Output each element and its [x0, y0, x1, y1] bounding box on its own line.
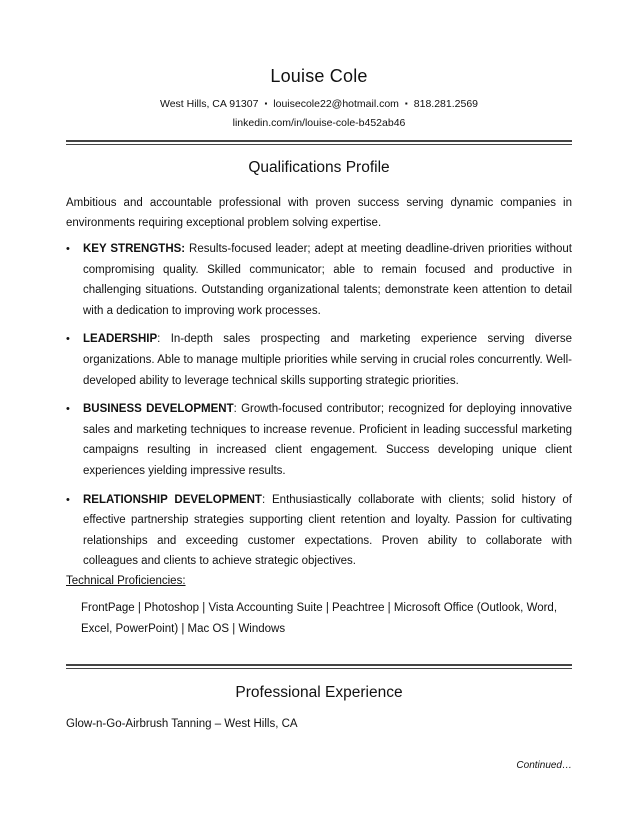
phone-number: 818.281.2569: [413, 98, 478, 110]
list-item: [66, 399, 572, 481]
technical-proficiencies-label: Technical Proficiencies:: [66, 575, 186, 587]
separator-icon: ▪: [404, 99, 408, 108]
item-text: Results-focused leader; adept at meeting deadline-driven priorities without compromising quality. Skilled communicator; able to remain focused and productive in challenging situations. Outstanding organizational talents; demonstrate keen attention to detail with a dedication to improving work processes.: [83, 243, 572, 317]
experience-title: Professional Experience: [235, 684, 403, 701]
candidate-name: Louise Cole: [270, 66, 368, 86]
job-employer-line: Glow-n-Go-Airbrush Tanning – West Hills, CA: [66, 718, 298, 730]
contact-line: [0, 98, 638, 110]
item-label: KEY STRENGTHS:: [83, 243, 186, 255]
bullet-icon: •: [66, 493, 70, 506]
continued-note: Continued…: [516, 760, 572, 771]
item-label: LEADERSHIP: [83, 333, 158, 346]
bullet-icon: •: [66, 403, 70, 416]
qualifications-summary: Ambitious and accountable professional with proven success serving dynamic companies in environments requiring exceptional problem solving expertise.: [66, 197, 572, 229]
qualifications-list: [66, 239, 572, 580]
item-label: BUSINESS DEVELOPMENT: [83, 403, 234, 416]
linkedin-link[interactable]: linkedin.com/in/louise-cole-b452ab46: [232, 117, 406, 129]
bullet-icon: •: [66, 333, 70, 346]
technical-proficiencies-list: FrontPage | Photoshop | Vista Accounting Suite | Peachtree | Microsoft Office (Outlook, Word, Excel, PowerPoint) | Mac OS | Windows: [81, 602, 558, 635]
item-text: : Enthusiastically collaborate with clients; solid history of effective partnership strategies supporting client retention and loyalty. Passion for cultivating relationships and exceeding customer expectations. Proven ability to collaborate with colleagues and clients to achieve strategic objectives.: [83, 493, 572, 568]
item-label: RELATIONSHIP DEVELOPMENT: [83, 493, 262, 506]
section-divider: [66, 664, 572, 666]
item-text: : Growth-focused contributor; recognized for deploying innovative sales and marketing techniques to increase revenue. Proficient in leading successful marketing campaigns resulting in increased client engagement. Success developing unique client experiences yielding impressive results.: [83, 403, 572, 477]
qualifications-title: Qualifications Profile: [248, 159, 390, 176]
item-text: : In-depth sales prospecting and marketing experience serving diverse organizations. Able to manage multiple priorities while serving in crucial roles concurrently. Well-developed ability to leverage technical skills supporting strategic priorities.: [83, 333, 572, 387]
bullet-icon: •: [66, 243, 70, 255]
separator-icon: ▪: [264, 99, 268, 108]
list-item: [66, 239, 572, 321]
email-link[interactable]: louisecole22@hotmail.com: [273, 98, 399, 110]
section-divider: [66, 140, 572, 142]
list-item: [66, 329, 572, 391]
list-item: [66, 490, 572, 572]
location: West Hills, CA 91307: [160, 98, 259, 110]
